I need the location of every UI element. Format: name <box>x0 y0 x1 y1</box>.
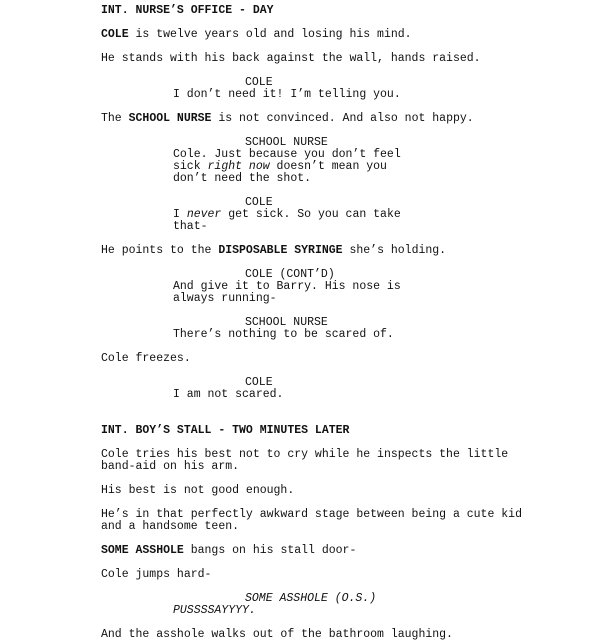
action-line: He stands with his back against the wall, hands raised. <box>101 52 481 65</box>
prop-highlight: DISPOSABLE SYRINGE <box>218 244 343 257</box>
character-cue: COLE (CONT’D) <box>245 268 335 281</box>
character-cue-offscreen: SOME ASSHOLE (O.S.) <box>245 592 377 605</box>
action-text: bangs on his stall door- <box>183 544 357 557</box>
action-line: band-aid on his arm. <box>101 460 240 473</box>
dialogue-line: that- <box>173 220 208 233</box>
dialogue-emphasis: PUSSSSAYYYY. <box>173 604 256 617</box>
dialogue-line: always running- <box>173 292 277 305</box>
dialogue-text: doesn’t mean you <box>269 160 387 173</box>
character-cue <box>245 593 376 605</box>
action-line: and a handsome teen. <box>101 520 240 533</box>
dialogue-line: don’t need the shot. <box>173 172 312 185</box>
character-cue: COLE <box>245 196 273 209</box>
dialogue-emphasis: right now <box>207 160 270 173</box>
action-text: He points to the <box>101 244 219 257</box>
dialogue-text: get sick. So you can take <box>221 208 401 221</box>
character-cue: SCHOOL NURSE <box>245 136 328 149</box>
character-cue: COLE <box>245 76 273 89</box>
character-intro: COLE <box>101 28 129 41</box>
action-line: His best is not good enough. <box>101 484 295 497</box>
action-line: And the asshole walks out of the bathroom laughing. <box>101 628 453 641</box>
action-line <box>101 29 412 41</box>
action-line: He’s in that perfectly awkward stage between being a cute kid <box>101 508 522 521</box>
dialogue-line: And give it to Barry. His nose is <box>173 280 401 293</box>
scene-heading: INT. BOY’S STALL - TWO MINUTES LATER <box>101 424 350 437</box>
character-intro: SOME ASSHOLE <box>101 544 184 557</box>
dialogue-line: I don’t need it! I’m telling you. <box>173 88 401 101</box>
scene-heading: INT. NURSE’S OFFICE - DAY <box>101 4 274 17</box>
action-line: Cole jumps hard- <box>101 568 212 581</box>
character-cue: COLE <box>245 376 273 389</box>
action-text: The <box>101 112 129 125</box>
character-intro: SCHOOL NURSE <box>128 112 212 125</box>
dialogue-line <box>173 605 256 617</box>
dialogue-emphasis: never <box>186 208 222 221</box>
action-line: Cole freezes. <box>101 352 191 365</box>
dialogue-text: I <box>173 208 187 221</box>
action-text: is twelve years old and losing his mind. <box>128 28 412 41</box>
character-cue: SCHOOL NURSE <box>245 316 328 329</box>
action-line <box>101 245 446 257</box>
dialogue-text: sick <box>173 160 208 173</box>
action-text: is not convinced. And also not happy. <box>211 112 474 125</box>
action-line: Cole tries his best not to cry while he inspects the little <box>101 448 509 461</box>
dialogue-line: I am not scared. <box>173 388 284 401</box>
dialogue-line: There’s nothing to be scared of. <box>173 328 394 341</box>
action-text: she’s holding. <box>342 244 447 257</box>
action-line <box>101 113 474 125</box>
action-line <box>101 545 356 557</box>
dialogue-line: Cole. Just because you don’t feel <box>173 148 401 161</box>
